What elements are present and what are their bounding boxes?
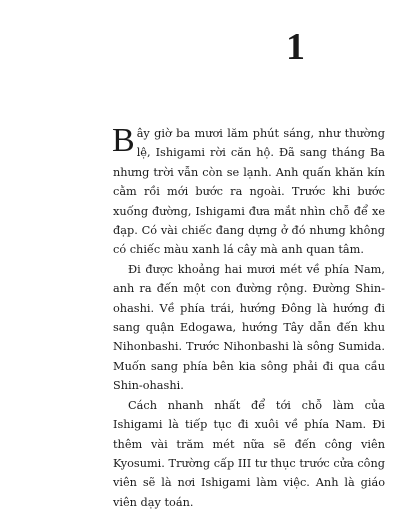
paragraph-1 [113,124,385,260]
drop-cap: B [112,122,135,159]
paragraph-1-text: ây giờ ba mươi lăm phút sáng, như thường lệ, Ishigami rời căn hộ. Đã sang tháng Ba nhưng trời vẫn còn se lạnh. Anh quấn khăn kín cằm rồi mới bước ra ngoài. Trước khi bước xuống đường, Ishigami đưa mắt nhìn chỗ để xe đạp. Có vài chiếc đang dựng ở đó nhưng không có chiếc màu xanh lá cây mà anh quan tâm. [113,127,385,257]
chapter-number: 1 [286,26,305,68]
chapter-body [113,124,385,512]
paragraph-2: Đi được khoảng hai mươi mét về phía Nam, anh ra đến một con đường rộng. Đường Shin-ohashi. Về phía trái, hướng Đông là hướng đi sang quận Edogawa, hướng Tây dẫn đến khu Nihonbashi. Trước Nihonbashi là sông Sumida. Muốn sang phía bên kia sông phải đi qua cầu Shin-ohashi. [113,262,385,393]
paragraph-3: Cách nhanh nhất để tới chỗ làm của Ishigami là tiếp tục đi xuôi về phía Nam. Đi thêm vài trăm mét nữa sẽ đến công viên Kyosumi. Trường cấp III tư thục trước cửa công viên sẽ là nơi Ishigami làm việc. Anh là giáo viên dạy toán. [113,398,385,509]
